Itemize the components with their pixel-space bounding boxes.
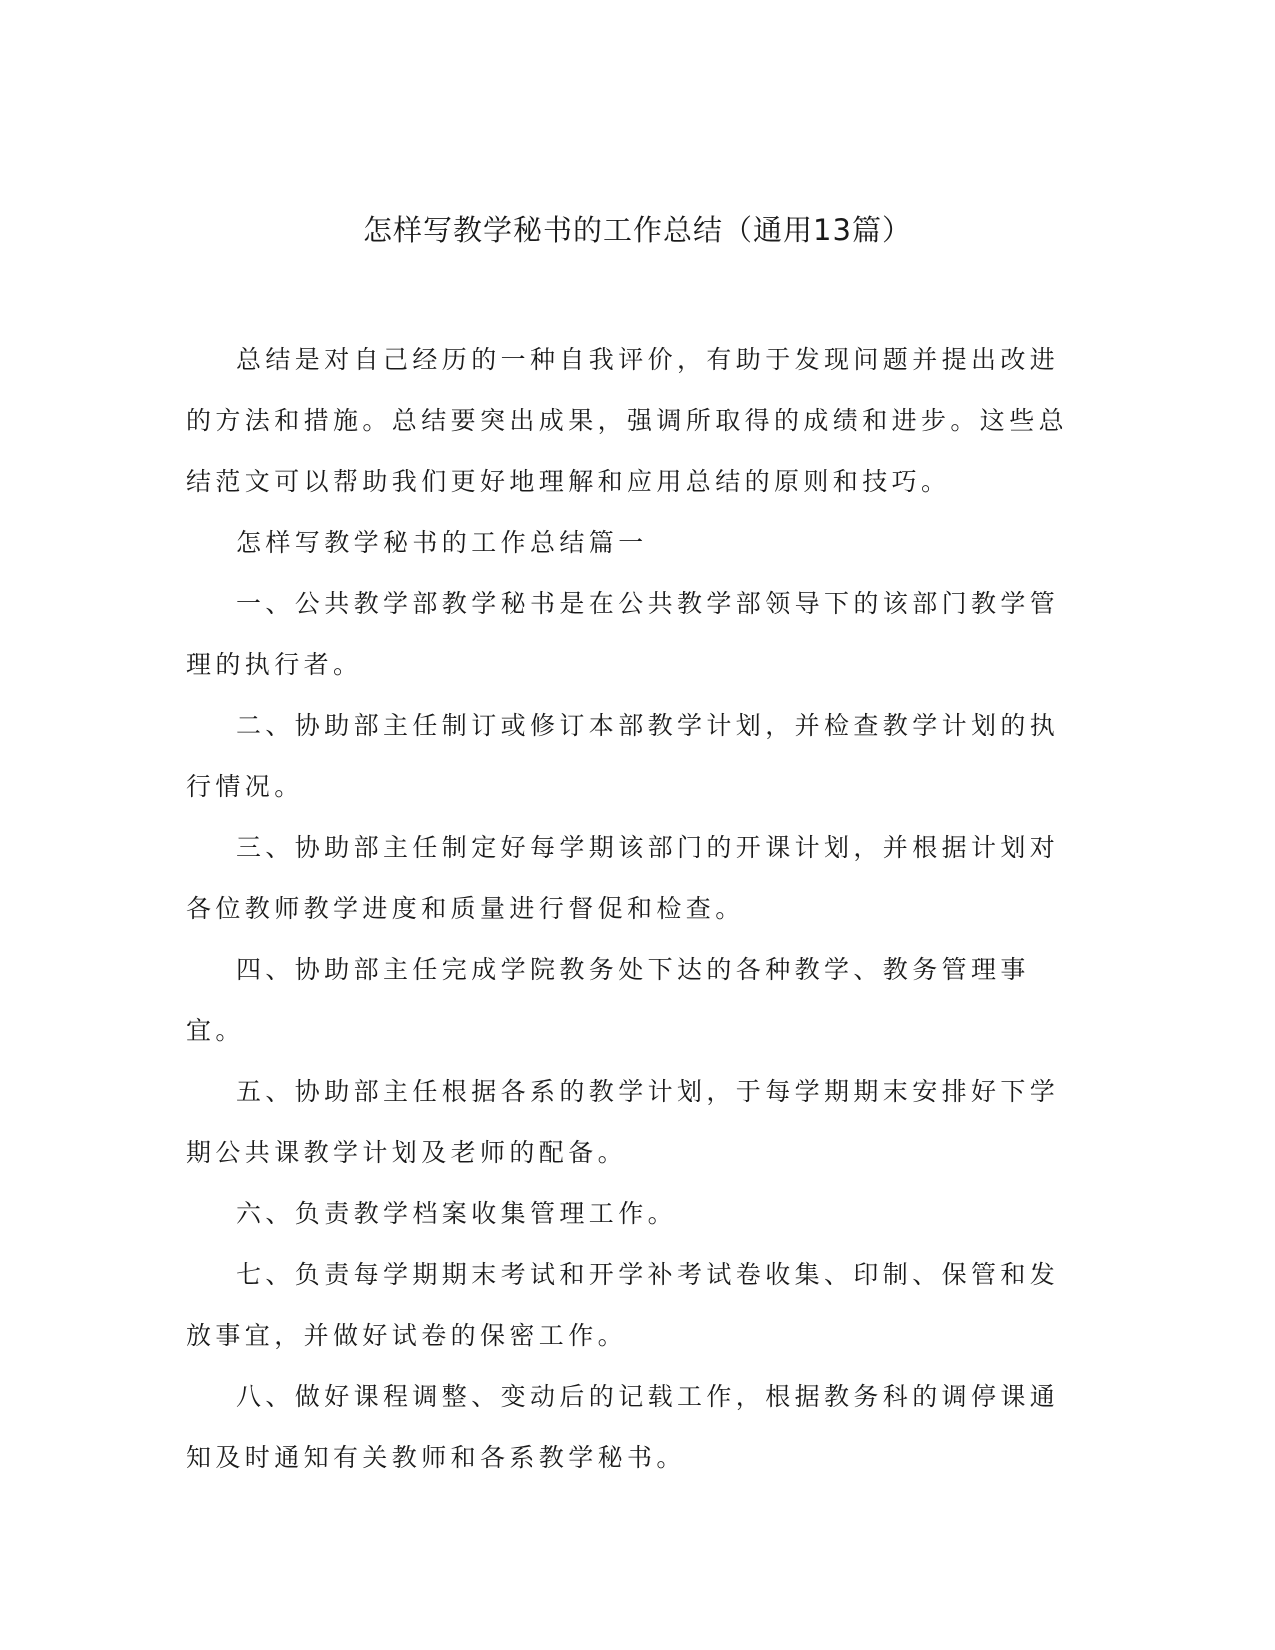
list-item-8: 八、做好课程调整、变动后的记载工作，根据教务科的调停课通知及时通知有关教师和各系教学秘书。 [186, 1382, 1060, 1472]
list-item-5: 五、协助部主任根据各系的教学计划，于每学期期末安排好下学期公共课教学计划及老师的配备。 [186, 1077, 1060, 1167]
list-item-7: 七、负责每学期期末考试和开学补考试卷收集、印制、保管和发放事宜，并做好试卷的保密工作。 [186, 1260, 1060, 1350]
list-item-6: 六、负责教学档案收集管理工作。 [236, 1199, 678, 1228]
section-heading: 怎样写教学秘书的工作总结篇一 [236, 528, 648, 557]
list-item-2: 二、协助部主任制订或修订本部教学计划，并检查教学计划的执行情况。 [186, 711, 1060, 801]
intro-paragraph: 总结是对自己经历的一种自我评价，有助于发现问题并提出改进的方法和措施。总结要突出成果，强调所取得的成绩和进步。这些总结范文可以帮助我们更好地理解和应用总结的原则和技巧。 [186, 345, 1069, 496]
list-item-3: 三、协助部主任制定好每学期该部门的开课计划，并根据计划对各位教师教学进度和质量进行督促和检查。 [186, 833, 1060, 923]
document-title: 怎样写教学秘书的工作总结（通用13篇） [363, 213, 912, 247]
list-item-4: 四、协助部主任完成学院教务处下达的各种教学、教务管理事宜。 [186, 955, 1030, 1045]
document-body [186, 329, 1072, 1488]
list-item-1: 一、公共教学部教学秘书是在公共教学部领导下的该部门教学管理的执行者。 [186, 589, 1060, 679]
